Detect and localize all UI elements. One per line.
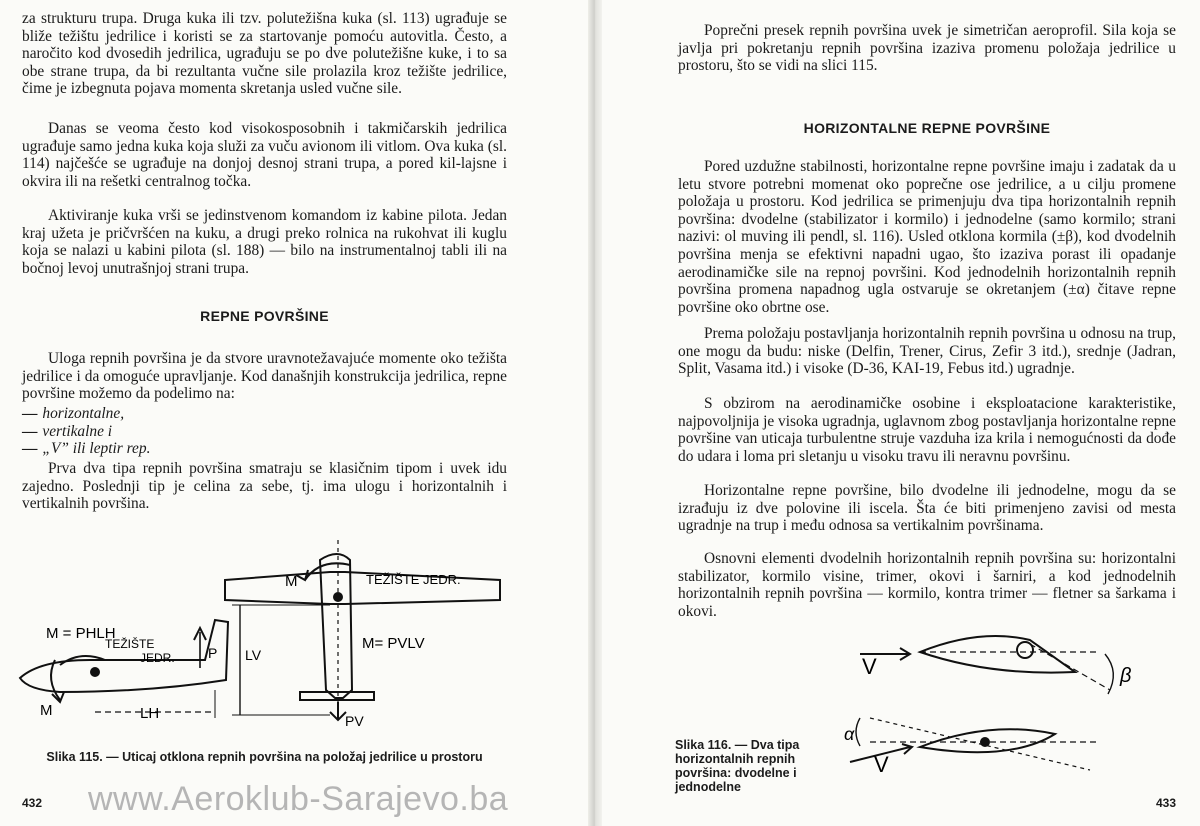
list-item: — „V” ili leptir rep. [22,440,151,458]
list-item: — horizontalne, [22,405,125,422]
tail-type-list [22,405,507,458]
figure-115 [0,520,560,760]
page-number: 432 [22,796,43,810]
figure-116 [840,622,1160,792]
label-v-bottom: V [874,752,889,777]
label-pv: PV [345,713,364,729]
label-lh: LH [140,705,160,722]
label-teziste: TEŽIŠTE [105,637,155,651]
section-heading: REPNE POVRŠINE [200,308,329,324]
paragraph: Pored uzdužne stabilnosti, horizontalne repne površine imaju i zadatak da u letu stvore potrebni momenat oko poprečne ose jedrilice, a u cilju promene položaja u prostoru. Kod jedrilica se primenjuju dva tipa horizontalnih repnih površina: dvodelne (stabilizator i kormilo) i jednodelne (samo kormilo; strani nazivi: ol muving ili pendl, sl. 116). Usled otklona kormila (±β), kod dvodelnih površina menja se efektivni napadni ugao, što izaziva porast ili opadanje aerodinamičke sile na repnoj površini. Kod jednodelnih horizontalnih repnih površina promena napadnog ugla ostvaruje se okretanjem (±α) čitave repne površine oko obrtne ose. [678,158,1176,316]
page-number: 433 [1156,796,1177,810]
label-beta: β [1120,665,1132,687]
paragraph: Prema položaju postavljanja horizontalnih repnih površina u odnosu na trup, one mogu da budu: niske (Delfin, Trener, Cirus, Zefir 3 itd.), srednje (Jadran, Split, Vasama itd.) i visoke (D-36, KAI-19, Febus itd.) ugradnje. [678,325,1176,378]
label-teziste-top: TEŽIŠTE JEDR. [366,572,461,587]
paragraph: Uloga repnih površina je da stvore uravnotežavajuće momente oko težišta jedrilice i da omoguće upravljanje. Kod današnjih konstrukcija jedrilica, repne površine možemo da podelimo na: [22,350,507,403]
figure-caption: Slika 115. — Uticaj otklona repnih površina na položaj jedrilice u prostoru [46,750,483,764]
watermark: www.Aeroklub-Sarajevo.ba [88,780,509,818]
paragraph: Poprečni presek repnih površina uvek je simetričan aeroprofil. Sila koja se javlja pri pokretanju repnih površina izaziva promenu položaja jedrilice u prostoru, što se vidi na slici 115. [678,22,1176,75]
formula-m-pv-lv: M= PVLV [362,635,425,652]
label-lv: LV [245,647,262,663]
paragraph: Aktiviranje kuka vrši se jedinstvenom komandom iz kabine pilota. Jedan kraj užeta je pričvršćen na kuku, a drugi preko rolnica na rukohvat ili kuglu koja se nalazi u kabini pilota (sl. 188) — bilo na instrumentalnoj tabli ili na bočnoj levoj unutrašnjoj strani trupa. [22,207,507,277]
label-v-top: V [862,654,877,679]
label-m-left: M [40,702,53,719]
right-page [600,0,1200,826]
paragraph: S obzirom na aerodinamičke osobine i eksploatacione karakteristike, najpovoljnija je visoka ugradnja, uglavnom zbog postavljanja horizontalne repne površine van uticaja turbulentne struje vazduha iza krila i nemogućnosti da dođe do udara i loma pri sletanju u visoku travu ili neravnu površinu. [678,395,1176,465]
paragraph: za strukturu trupa. Druga kuka ili tzv. polutežišna kuka (sl. 113) ugrađuje se bliže težištu jedrilice i koristi se za startovanje pomoću autovitla. Često, a naročito kod dvosedih jedrilica, ugrađuju se po dve polutežišne kuke, i to sa obe strane trupa, da bi rezultanta vučne sile prolazila kroz težište jedrilice, čime je izbegnuta pojava momenta skretanja usled vučne sile. [22,10,507,98]
paragraph: Horizontalne repne površine, bilo dvodelne ili jednodelne, mogu da se izrađuju iz dve polovine ili iscela. Šta će biti primenjeno zavisi od mesta ugradnje na trup i među odnosa sa vertikalnim površinama. [678,482,1176,535]
formula-m-ph-lh: M = PHLH [46,625,116,642]
figure-caption: Slika 116. — Dva tipa horizontalnih repnih površina: dvodelne i jednodelne [675,738,800,794]
label-jedr: JEDR. [140,651,175,665]
paragraph: Osnovni elementi dvodelnih horizontalnih repnih površina su: horizontalni stabilizator, kormilo visine, trimer, okovi i šarniri, a kod jednodelnih horizontalnih repnih površina — kormilo, kontra trimer — fletner sa šarkama i okovi. [678,550,1176,620]
list-item: — vertikalne i [22,422,113,440]
section-heading: HORIZONTALNE REPNE POVRŠINE [803,120,1051,136]
label-alpha: α [844,724,855,744]
label-m-top: M [285,573,298,590]
label-p: P [208,645,218,661]
left-page [0,0,590,826]
paragraph: Danas se veoma često kod visokosposobnih i takmičarskih jedrilica ugrađuje samo jedna kuka koja služi za vuču avionom ili vitlom. Ova kuka (sl. 114) najčešće se ugrađuje na donjoj desnoj strani trupa, a pored kil-lajsne i okvira ili na rešetki centralnog točka. [22,120,507,190]
paragraph: Prva dva tipa repnih površina smatraju se klasičnim tipom i uvek idu zajedno. Poslednji tip je celina za sebe, tj. ima ulogu i horizontalnih i vertikalnih površina. [22,460,507,513]
